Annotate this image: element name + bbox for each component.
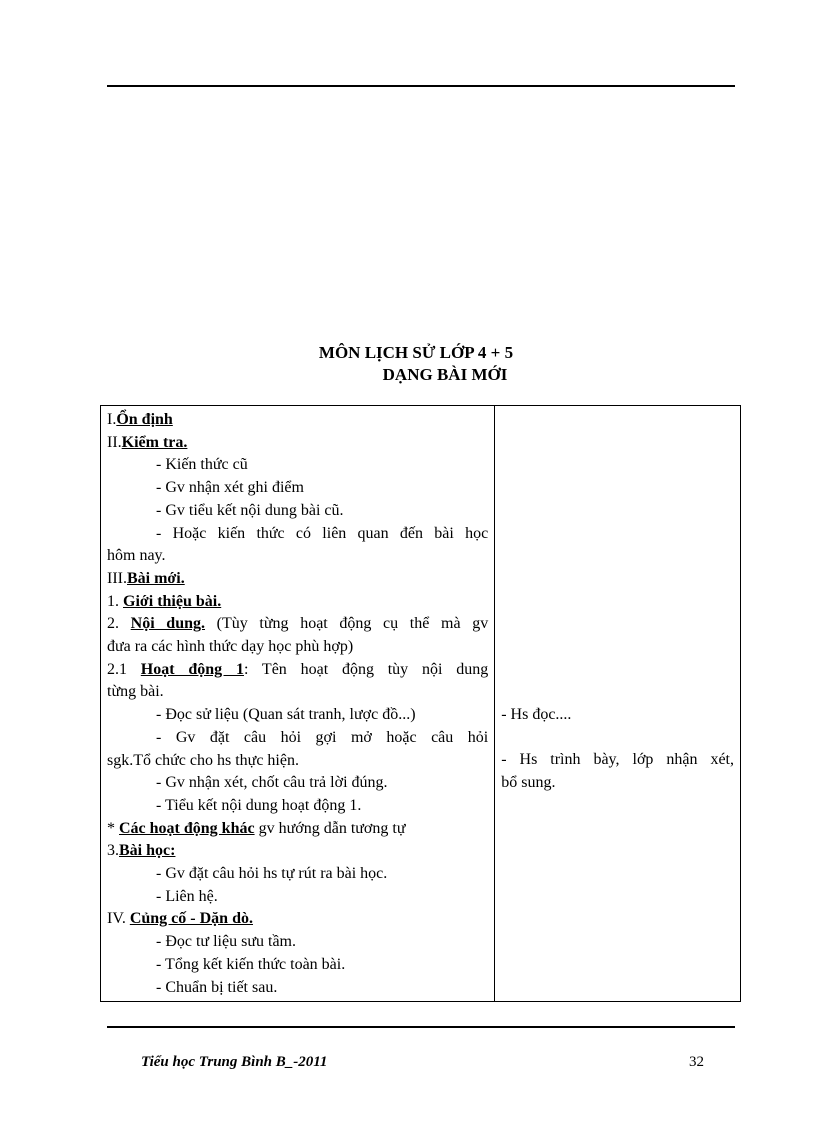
list-item: - Gv đặt câu hỏi hs tự rút ra bài học. <box>156 865 388 883</box>
student-response-continued: bổ sung. <box>501 774 556 792</box>
section-title: Kiểm tra. <box>121 433 188 451</box>
bullet-star: * <box>107 819 119 837</box>
other-activities-title: Các hoạt động khác <box>119 819 255 837</box>
page-title: MÔN LỊCH SỬ LỚP 4 + 5 <box>318 343 514 362</box>
list-item-continued: sgk.Tổ chức cho hs thực hiện. <box>107 751 299 769</box>
student-activities-cell <box>495 406 741 1002</box>
subsection-title: Bài học: <box>119 842 176 860</box>
list-item: - Gv đặt câu hỏi gợi mở hoặc câu hỏi <box>156 728 489 746</box>
list-item-continued: hôm nay. <box>107 547 166 565</box>
activity-text-continued: từng bài. <box>107 683 164 701</box>
subsection-title: Giới thiệu bài. <box>123 592 222 610</box>
spacer <box>501 409 734 704</box>
activity-title: Hoạt động 1 <box>140 660 244 678</box>
list-item: - Tổng kết kiến thức toàn bài. <box>156 955 346 973</box>
section-title: Ổn định <box>116 411 173 428</box>
list-item: - Hoặc kiến thức có liên quan đến bài học <box>156 524 489 542</box>
subsection-number: 1. <box>107 592 123 610</box>
list-item: - Gv tiểu kết nội dung bài cũ. <box>156 501 344 519</box>
list-item: - Gv nhận xét ghi điểm <box>156 479 304 497</box>
list-item: - Đọc sử liệu (Quan sát tranh, lược đồ...) <box>156 706 416 724</box>
activity-text: : Tên hoạt động tùy nội dung <box>243 660 489 678</box>
list-item: - Kiến thức cũ <box>156 456 248 474</box>
subsection-2 <box>107 613 488 636</box>
list-item: - Đọc tư liệu sưu tầm. <box>156 933 296 951</box>
list-item: - Gv nhận xét, chốt câu trả lời đúng. <box>156 774 388 792</box>
list-item: - Liên hệ. <box>156 887 218 905</box>
section-number: I. <box>107 411 117 428</box>
subsection-title: Nội dung. <box>130 615 206 633</box>
page-number: 32 <box>689 1054 704 1070</box>
header-rule <box>107 85 735 87</box>
section-number: III. <box>107 569 127 587</box>
section-number: IV. <box>107 910 130 928</box>
student-response: - Hs trình bày, lớp nhận xét, <box>501 751 734 769</box>
teacher-activities-cell <box>101 406 495 1002</box>
subsection-1 <box>107 591 488 614</box>
section-3 <box>107 568 488 591</box>
lesson-plan-table <box>100 405 741 1002</box>
spacer <box>501 727 734 750</box>
activity-number: 2.1 <box>107 660 141 678</box>
subsection-text: (Tùy từng hoạt động cụ thể mà gv <box>205 615 489 633</box>
footer-rule <box>107 1026 735 1028</box>
subsection-3 <box>107 840 488 863</box>
other-activities-text: gv hướng dẫn tương tự <box>254 819 406 837</box>
table-row <box>101 406 741 1002</box>
student-response: - Hs đọc.... <box>501 706 572 723</box>
section-title: Bài mới. <box>126 569 185 587</box>
section-title: Củng cố - Dặn dò. <box>129 910 253 928</box>
other-activities <box>107 818 488 841</box>
section-4 <box>107 908 488 931</box>
subsection-text-continued: đưa ra các hình thức dạy học phù hợp) <box>107 638 354 656</box>
subsection-number: 3. <box>107 842 119 860</box>
subsection-number: 2. <box>107 615 131 633</box>
activity-1 <box>107 659 488 682</box>
list-item: - Tiểu kết nội dung hoạt động 1. <box>156 796 362 814</box>
section-2 <box>107 432 488 455</box>
section-1 <box>107 409 488 432</box>
list-item: - Chuẩn bị tiết sau. <box>156 978 278 996</box>
section-number: II. <box>107 433 122 451</box>
footer-school: Tiểu học Trung Bình B_-2011 <box>141 1054 328 1070</box>
page-subtitle: DẠNG BÀI MỚI <box>382 365 508 384</box>
